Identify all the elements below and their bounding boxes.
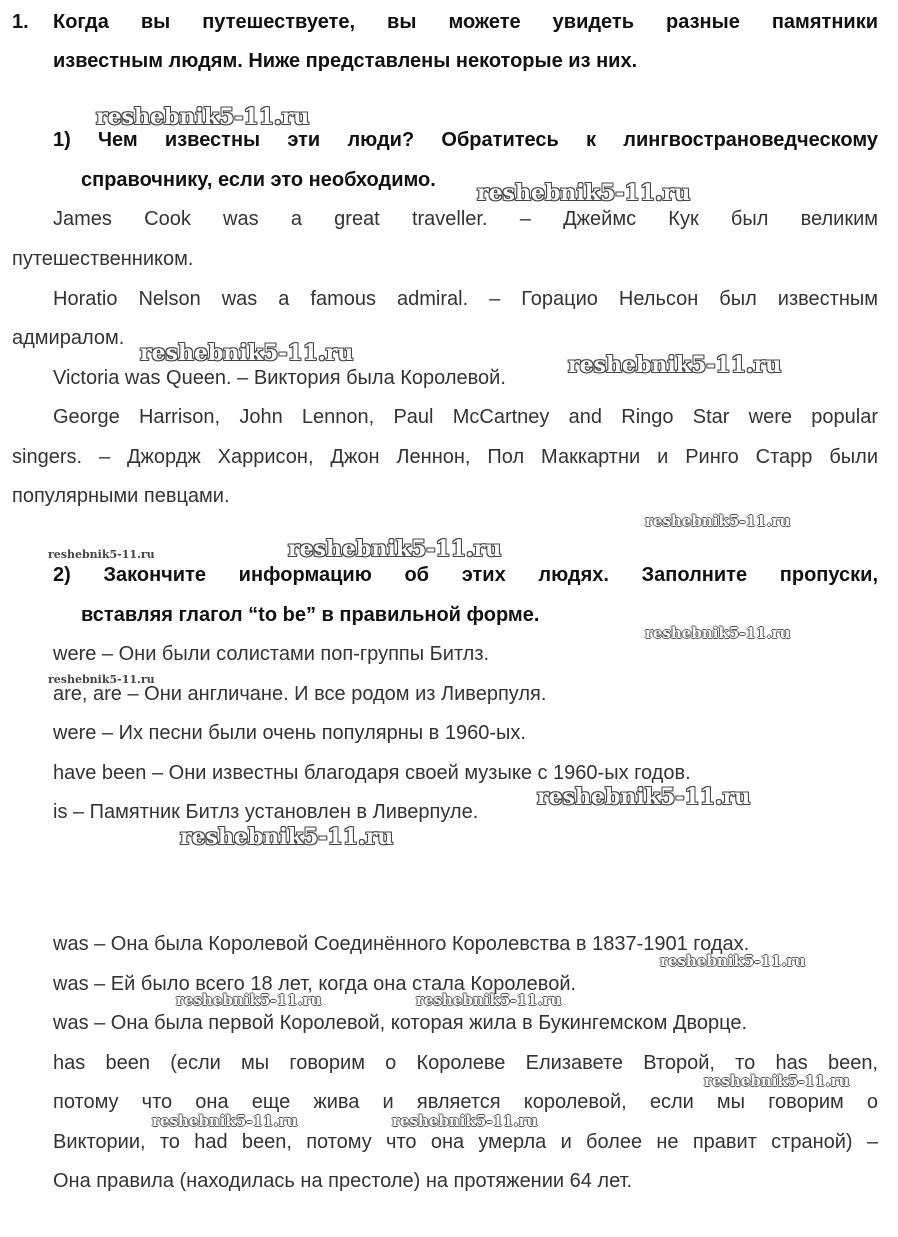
- watermark-logo: reshebnik5-11.ru: [180, 824, 394, 850]
- part1-text-line: James Cook was a great traveller. – Джеймс Кук был великим: [53, 208, 878, 230]
- watermark-logo: reshebnik5-11.ru: [537, 784, 751, 810]
- beatles-answer-line: were – Они были солистами поп-группы Битлз.: [53, 643, 490, 665]
- beatles-answer-line: were – Их песни были очень популярны в 1960-ых.: [53, 722, 526, 744]
- watermark-logo: reshebnik5-11.ru: [48, 673, 155, 686]
- task-number: 1.: [12, 11, 29, 33]
- watermark-logo: reshebnik5-11.ru: [416, 991, 562, 1009]
- victoria-answer-line: Виктории, то had been, потому что она умерла и более не правит страной) –: [53, 1131, 878, 1153]
- watermark-logo: reshebnik5-11.ru: [48, 548, 155, 561]
- part1-text-line: популярными певцами.: [12, 485, 230, 507]
- part1-text-line: адмиралом.: [12, 327, 125, 349]
- watermark-logo: reshebnik5-11.ru: [152, 1112, 298, 1130]
- part1-text-line: George Harrison, John Lennon, Paul McCartney and Ringo Star were popular: [53, 406, 878, 428]
- victoria-answer-line: потому что она еще жива и является королевой, если мы говорим о: [53, 1091, 878, 1113]
- watermark-logo: reshebnik5-11.ru: [645, 512, 791, 530]
- victoria-answer-line: has been (если мы говорим о Королеве Елизавете Второй, то has been,: [53, 1052, 878, 1074]
- beatles-answer-line: have been – Они известны благодаря своей музыке с 1960-ых годов.: [53, 762, 691, 784]
- part1-heading-line1: 1) Чем известны эти люди? Обратитесь к лингвострановедческому: [53, 129, 878, 151]
- beatles-answer-line: are, are – Они англичане. И все родом из Ливерпуля.: [53, 683, 547, 705]
- watermark-logo: reshebnik5-11.ru: [568, 352, 782, 378]
- beatles-answer-line: is – Памятник Битлз установлен в Ливерпуле.: [53, 801, 479, 823]
- watermark-logo: reshebnik5-11.ru: [288, 536, 502, 562]
- task-intro-line2: известным людям. Ниже представлены некоторые из них.: [53, 50, 638, 72]
- part1-text-line: singers. – Джордж Харрисон, Джон Леннон, Пол Маккартни и Ринго Старр были: [12, 446, 878, 468]
- watermark-logo: reshebnik5-11.ru: [176, 991, 322, 1009]
- part2-heading-line1: 2) Закончите информацию об этих людях. Заполните пропуски,: [53, 564, 878, 586]
- victoria-answer-line: was – Ей было всего 18 лет, когда она стала Королевой.: [53, 973, 577, 995]
- part1-text-line: Horatio Nelson was a famous admiral. – Горацио Нельсон был известным: [53, 288, 878, 310]
- watermark-logo: reshebnik5-11.ru: [140, 340, 354, 366]
- part1-text-line: Victoria was Queen. – Виктория была Королевой.: [53, 367, 506, 389]
- watermark-logo: reshebnik5-11.ru: [704, 1072, 850, 1090]
- victoria-answer-line: was – Она была Королевой Соединённого Королевства в 1837-1901 годах.: [53, 933, 750, 955]
- watermark-logo: reshebnik5-11.ru: [392, 1112, 538, 1130]
- part1-heading-line2: справочнику, если это необходимо.: [81, 169, 436, 191]
- part2-heading-line2: вставляя глагол “to be” в правильной форме.: [81, 604, 540, 626]
- victoria-answer-line: Она правила (находилась на престоле) на протяжении 64 лет.: [53, 1170, 633, 1192]
- victoria-answer-line: was – Она была первой Королевой, которая жила в Букингемском Дворце.: [53, 1012, 748, 1034]
- part1-text-line: путешественником.: [12, 248, 194, 270]
- watermark-logo: reshebnik5-11.ru: [660, 952, 806, 970]
- watermark-logo: reshebnik5-11.ru: [477, 180, 691, 206]
- watermark-logo: reshebnik5-11.ru: [96, 104, 310, 130]
- watermark-logo: reshebnik5-11.ru: [645, 624, 791, 642]
- task-intro-line1: Когда вы путешествуете, вы можете увидеть разные памятники: [53, 11, 878, 33]
